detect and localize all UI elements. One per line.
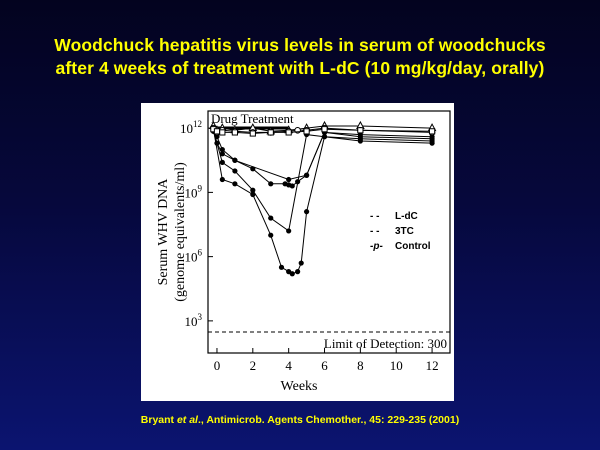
data-point	[290, 183, 295, 188]
x-axis-label: Weeks	[280, 379, 318, 394]
data-point	[232, 158, 237, 163]
data-point	[429, 129, 434, 134]
series-line-4	[213, 129, 432, 274]
data-point	[299, 260, 304, 265]
chart-panel	[141, 103, 454, 401]
legend-marker: -p-	[370, 241, 383, 252]
x-tick-label: 8	[357, 358, 364, 373]
data-point	[279, 265, 284, 270]
data-point	[268, 130, 273, 135]
slide-title-line-2: after 4 weeks of treatment with L-dC (10 mg/kg/day, orally)	[55, 58, 545, 78]
data-point	[304, 173, 309, 178]
legend-marker: - -	[370, 226, 380, 237]
data-point	[304, 129, 309, 134]
legend-marker: - -	[370, 211, 380, 222]
slide-title-line-1: Woodchuck hepatitis virus levels in serum of woodchucks	[54, 35, 546, 55]
data-point	[358, 138, 363, 143]
x-tick-label: 0	[213, 358, 221, 373]
data-point	[290, 271, 295, 276]
x-tick-label: 6	[321, 358, 328, 373]
data-point	[268, 181, 273, 186]
x-tick-label: 12	[425, 358, 439, 373]
legend-label: L-dC	[395, 211, 418, 222]
y-axis-label-line-1: Serum WHV DNA	[156, 178, 171, 286]
legend-label: Control	[395, 241, 431, 252]
data-point	[322, 134, 327, 139]
data-point	[220, 177, 225, 182]
data-point	[429, 141, 434, 146]
data-point	[295, 269, 300, 274]
whv-dna-chart	[141, 103, 454, 401]
data-point	[232, 130, 237, 135]
data-point	[232, 168, 237, 173]
y-tick-label: $10^3$	[184, 311, 202, 329]
y-tick-label: $10^{12}$	[180, 119, 202, 137]
data-point	[232, 181, 237, 186]
citation-author: Bryant	[140, 414, 177, 426]
y-axis-label-line-2: (genome equivalents/ml)	[173, 162, 188, 302]
data-point	[358, 128, 363, 133]
data-point	[250, 166, 255, 171]
limit-of-detection-label: Limit of Detection: 300	[323, 336, 447, 352]
y-tick-label: $10^9$	[184, 183, 202, 201]
data-point	[220, 130, 225, 135]
data-point	[304, 209, 309, 214]
data-point	[268, 215, 273, 220]
legend-label: 3TC	[395, 226, 414, 237]
data-point	[286, 130, 291, 135]
x-tick-label: 4	[285, 358, 292, 373]
data-point	[220, 160, 225, 165]
y-tick-label: $10^6$	[184, 247, 202, 265]
x-tick-label: 10	[389, 358, 403, 373]
data-point	[268, 233, 273, 238]
data-point	[214, 129, 219, 134]
drug-treatment-label: Drug Treatment	[210, 111, 294, 126]
citation-et-al: et al	[176, 414, 198, 426]
x-tick-label: 2	[249, 358, 257, 373]
data-point	[250, 131, 255, 136]
data-point	[322, 127, 327, 132]
slide-title	[0, 34, 600, 80]
data-point	[286, 177, 291, 182]
citation	[0, 414, 600, 426]
data-point	[250, 192, 255, 197]
data-point	[286, 228, 291, 233]
data-point	[220, 147, 225, 152]
citation-journal: ., Antimicrob. Agents Chemother., 45: 229-235 (2001)	[197, 414, 460, 426]
